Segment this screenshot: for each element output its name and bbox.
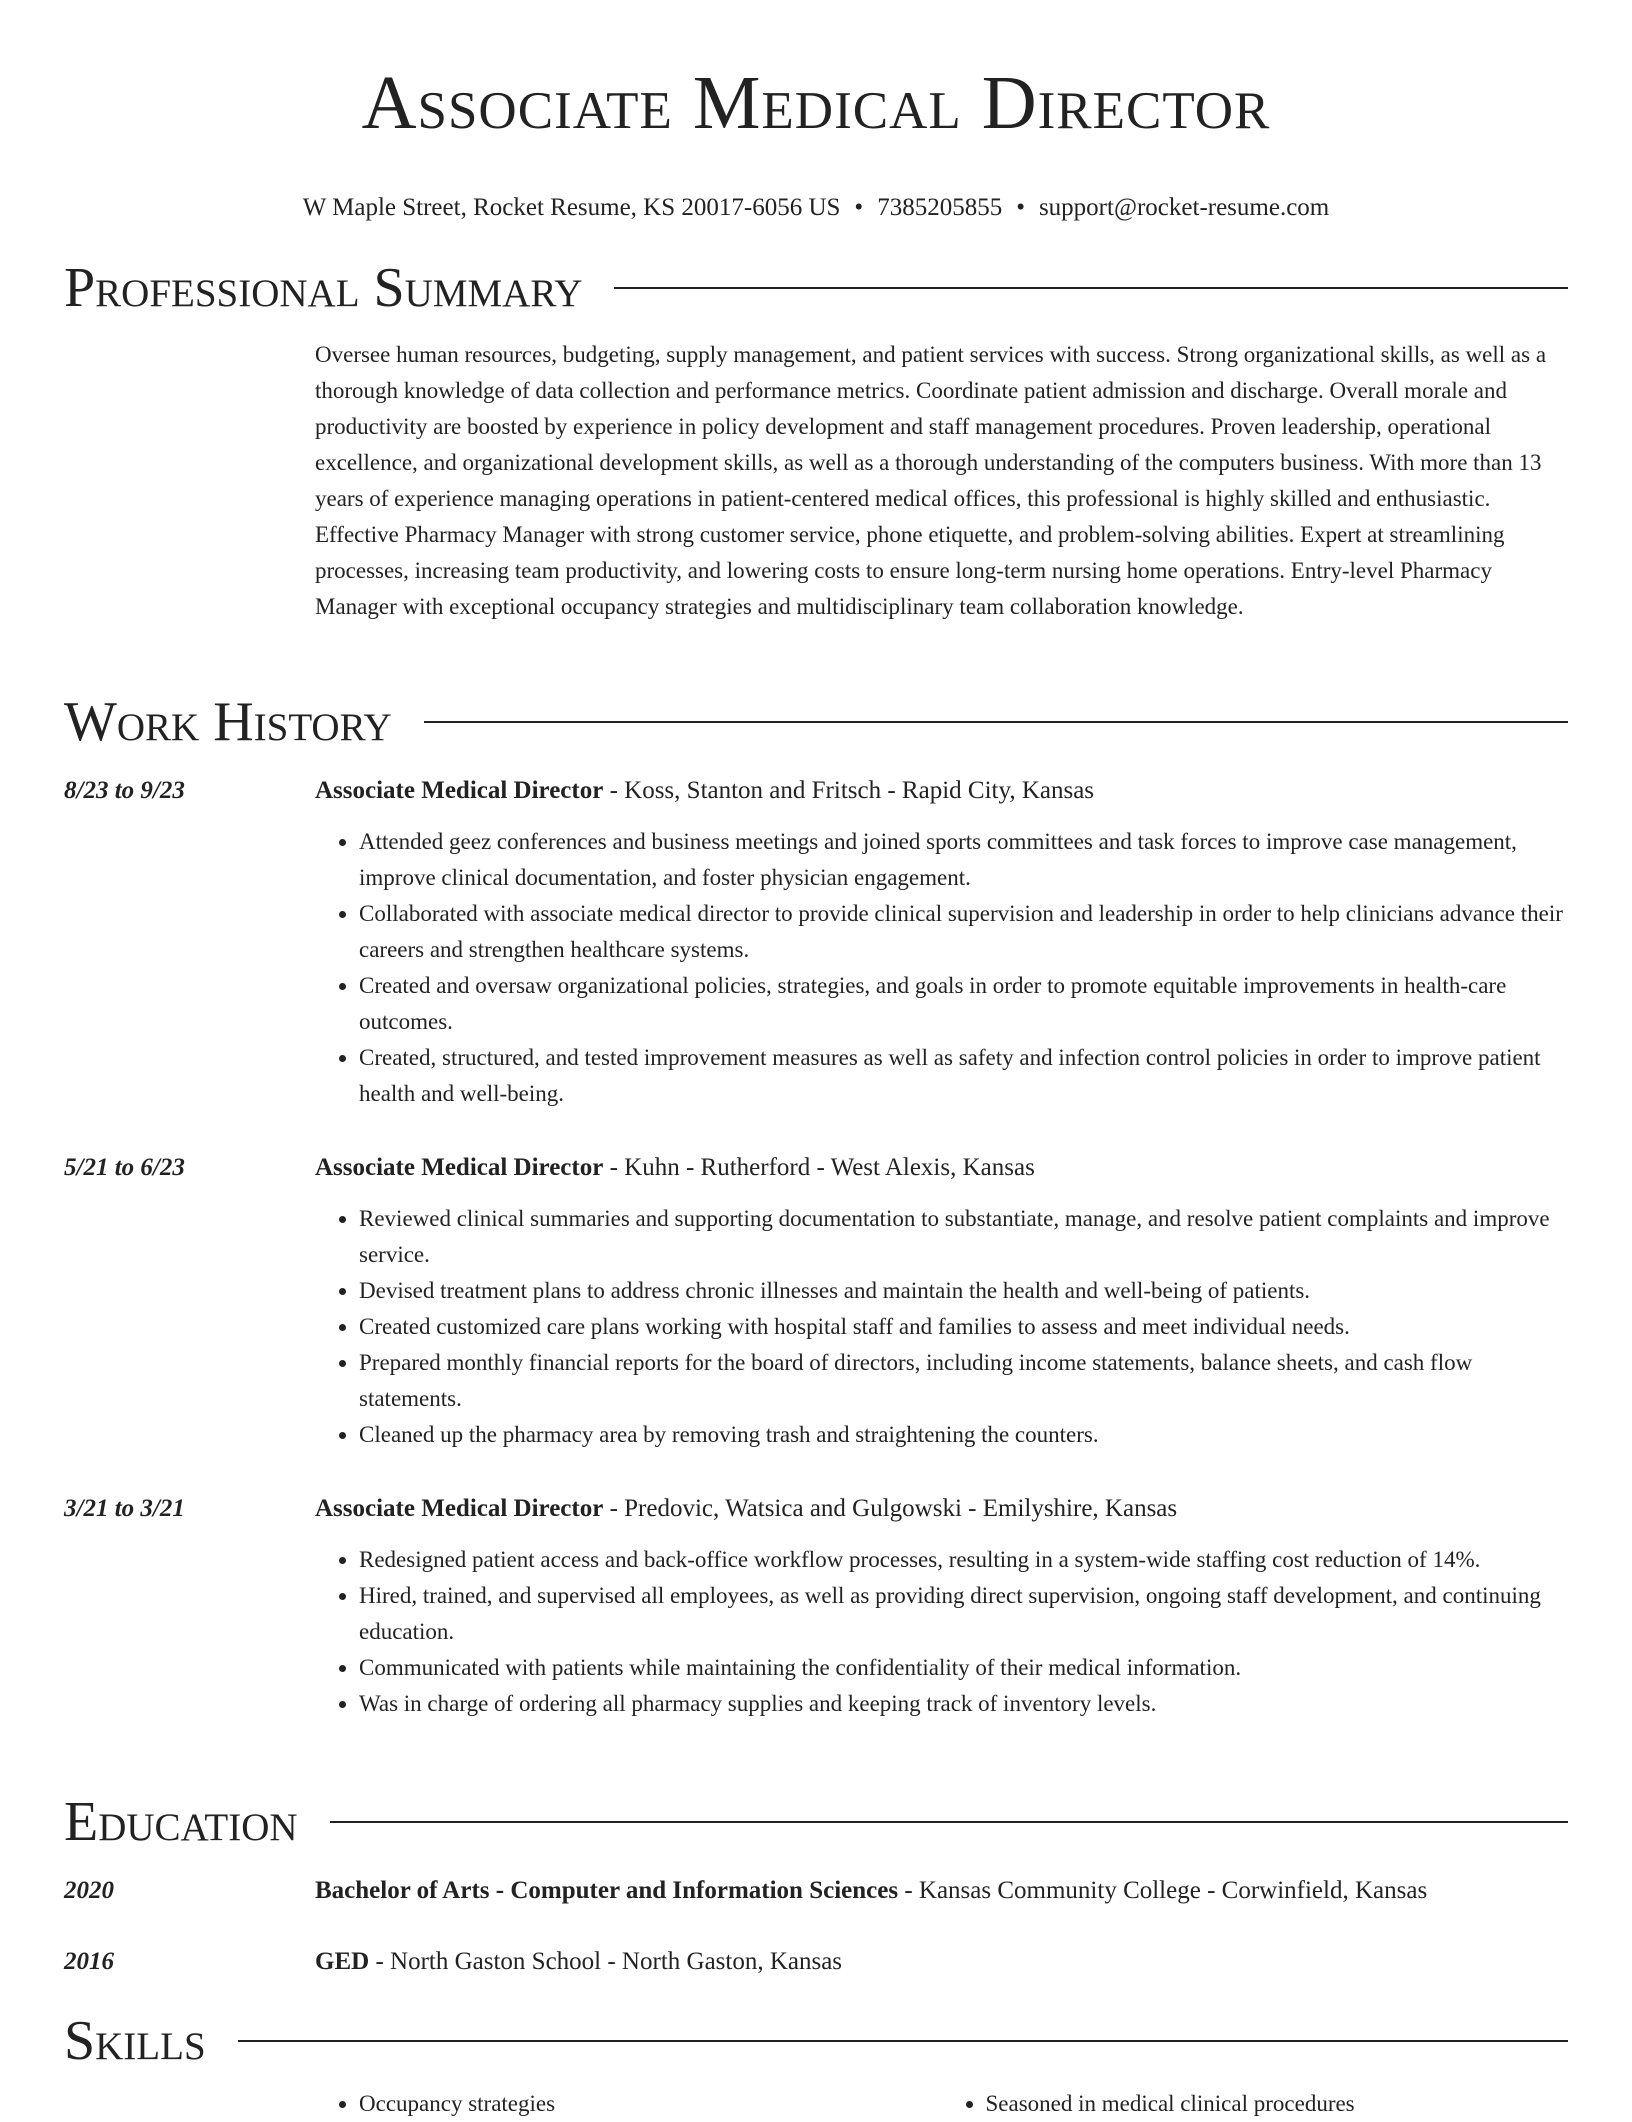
contact-email: support@rocket-resume.com bbox=[1038, 194, 1330, 221]
resume-name: Associate Medical Director bbox=[361, 61, 1271, 145]
work-bullets bbox=[315, 1542, 1568, 1722]
skills-column-left bbox=[315, 2086, 942, 2122]
education-year: 2020 bbox=[64, 1877, 114, 1904]
list-item: • Attended geez conferences and business meetings and joined sports committees and task forces to improve case management, improve clinical documentation, and foster physician engagement. bbox=[359, 824, 1568, 896]
skills-list bbox=[315, 2086, 1568, 2122]
summary-section-title: Professional Summary bbox=[64, 257, 583, 319]
list-item: • Communicated with patients while maintaining the confidentiality of their medical information. bbox=[359, 1650, 1568, 1686]
education-degree-line bbox=[315, 1945, 1568, 1979]
work-section-header bbox=[64, 690, 1568, 754]
work-bullets bbox=[315, 824, 1568, 1112]
work-dates: 5/21 to 6/23 bbox=[64, 1154, 185, 1181]
section-divider bbox=[424, 721, 1568, 723]
list-item: • Prepared monthly financial reports for the board of directors, including income statements, balance sheets, and cash flow statements. bbox=[359, 1345, 1568, 1417]
work-role bbox=[315, 1151, 1568, 1185]
list-item: • Reviewed clinical summaries and supporting documentation to substantiate, manage, and resolve patient complaints and improve service. bbox=[359, 1201, 1568, 1273]
education-degree-line bbox=[315, 1874, 1568, 1908]
work-title: Associate Medical Director bbox=[315, 777, 604, 804]
contact-address: W Maple Street, Rocket Resume, KS 20017-6056 US bbox=[302, 194, 841, 221]
contact-separator: • bbox=[1016, 194, 1025, 221]
list-item: • Was in charge of ordering all pharmacy supplies and keeping track of inventory levels. bbox=[359, 1686, 1568, 1722]
work-role bbox=[315, 1492, 1568, 1526]
work-entry bbox=[64, 1151, 1568, 1453]
list-item: • Created and oversaw organizational policies, strategies, and goals in order to promote equitable improvements in health-care outcomes. bbox=[359, 968, 1568, 1040]
work-title: Associate Medical Director bbox=[315, 1495, 604, 1522]
list-item: • Redesigned patient access and back-office workflow processes, resulting in a system-wide staffing cost reduction of 14%. bbox=[359, 1542, 1568, 1578]
summary-text: Oversee human resources, budgeting, supply management, and patient services with success. Strong organizational skills, as well as a thorough knowledge of data collection and performance metrics. Coordinate patient admission and discharge. Overall morale and productivity are boosted by experience in policy development and staff management procedures. Proven leadership, operational excellence, and organizational development skills, as well as a thorough understanding of the computers business. With more than 13 years of experience managing operations in patient-centered medical offices, this professional is highly skilled and enthusiastic. Effective Pharmacy Manager with strong customer service, phone etiquette, and problem-solving abilities. Expert at streamlining processes, increasing team productivity, and lowering costs to ensure long-term nursing home operations. Entry-level Pharmacy Manager with exceptional occupancy strategies and multidisciplinary team collaboration knowledge. bbox=[315, 342, 1547, 619]
summary-section-header bbox=[64, 256, 1568, 320]
list-item: • Created customized care plans working with hospital staff and families to assess and meet individual needs. bbox=[359, 1309, 1568, 1345]
education-year: 2016 bbox=[64, 1948, 114, 1975]
work-title: Associate Medical Director bbox=[315, 1154, 604, 1181]
list-item: • Collaborated with associate medical director to provide clinical supervision and leadership in order to help clinicians advance their careers and strengthen healthcare systems. bbox=[359, 896, 1568, 968]
list-item: • Seasoned in medical clinical procedures bbox=[986, 2086, 1569, 2122]
contact-phone: 7385205855 bbox=[877, 194, 1003, 221]
work-details: - Koss, Stanton and Fritsch - Rapid City, Kansas bbox=[603, 777, 1095, 804]
skills-column-right bbox=[942, 2086, 1569, 2122]
education-entry bbox=[64, 1874, 1568, 1908]
work-entry bbox=[64, 774, 1568, 1112]
list-item: • Hired, trained, and supervised all employees, as well as providing direct supervision, ongoing staff development, and continuing education. bbox=[359, 1578, 1568, 1650]
skills-section-header bbox=[64, 2009, 1568, 2073]
education-degree: GED bbox=[315, 1948, 370, 1975]
education-details: - Kansas Community College - Corwinfield, Kansas bbox=[898, 1877, 1428, 1904]
education-section-title: Education bbox=[64, 1791, 298, 1853]
education-degree: Bachelor of Arts - Computer and Information Sciences bbox=[315, 1877, 899, 1904]
work-details: - Kuhn - Rutherford - West Alexis, Kansas bbox=[603, 1154, 1035, 1181]
list-item: • Created, structured, and tested improvement measures as well as safety and infection control policies in order to improve patient health and well-being. bbox=[359, 1040, 1568, 1112]
contact-line bbox=[0, 192, 1632, 224]
education-section-header bbox=[64, 1790, 1568, 1854]
section-divider bbox=[238, 2040, 1568, 2042]
work-bullets bbox=[315, 1201, 1568, 1453]
list-item: • Cleaned up the pharmacy area by removing trash and straightening the counters. bbox=[359, 1417, 1568, 1453]
list-item: • Devised treatment plans to address chronic illnesses and maintain the health and well-being of patients. bbox=[359, 1273, 1568, 1309]
work-section-title: Work History bbox=[64, 691, 392, 753]
education-entry bbox=[64, 1945, 1568, 1979]
education-details: - North Gaston School - North Gaston, Kansas bbox=[369, 1948, 843, 1975]
skills-section-title: Skills bbox=[64, 2010, 206, 2072]
list-item: • Occupancy strategies bbox=[359, 2086, 942, 2122]
work-dates: 8/23 to 9/23 bbox=[64, 777, 185, 804]
section-divider bbox=[330, 1821, 1568, 1823]
work-details: - Predovic, Watsica and Gulgowski - Emilyshire, Kansas bbox=[603, 1495, 1178, 1522]
section-divider bbox=[614, 287, 1568, 289]
work-dates: 3/21 to 3/21 bbox=[64, 1495, 185, 1522]
work-entry bbox=[64, 1492, 1568, 1722]
contact-separator: • bbox=[854, 194, 864, 221]
work-role bbox=[315, 774, 1568, 808]
